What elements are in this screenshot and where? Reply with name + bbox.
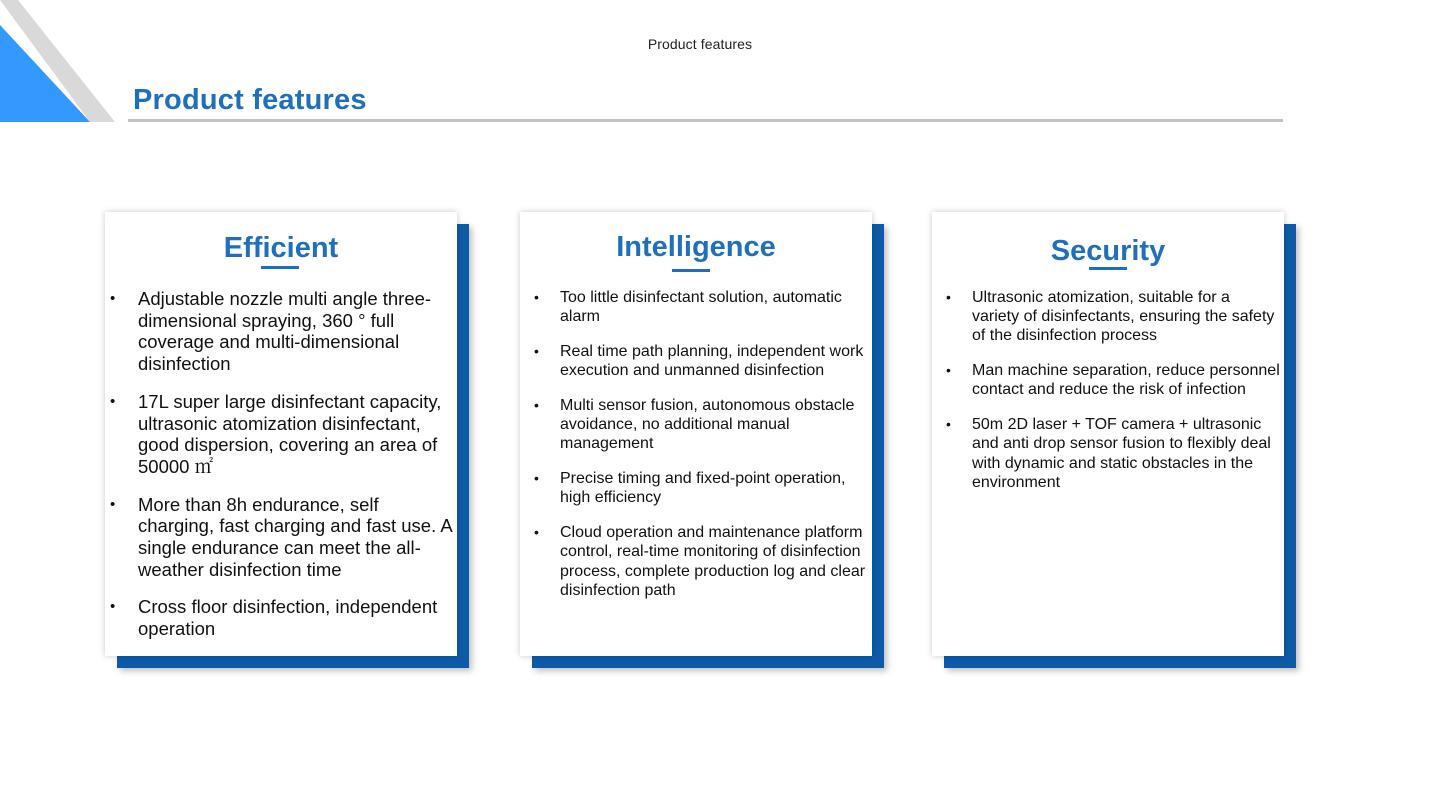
card-title: Efficient xyxy=(223,232,339,264)
feature-item: • Too little disinfectant solution, automatic alarm xyxy=(530,288,866,326)
feature-item: • More than 8h endurance, self charging, fast charging and fast use. A single endurance can meet the all-weather disinfection time xyxy=(107,494,459,581)
card-title: Intelligence xyxy=(616,231,776,263)
card-panel xyxy=(932,212,1284,656)
feature-list xyxy=(530,288,866,616)
header-label: Product features xyxy=(647,36,753,52)
feature-card-intelligence xyxy=(520,212,872,656)
feature-item: • 17L super large disinfectant capacity, ultrasonic atomization disinfectant, good dispersion, covering an area of 50000 ㎡ xyxy=(107,391,459,478)
feature-item: • Ultrasonic atomization, suitable for a variety of disinfectants, ensuring the safety of the disinfection process xyxy=(942,288,1280,346)
card-title: Security xyxy=(1050,235,1166,267)
feature-list xyxy=(107,288,459,656)
card-title-underline xyxy=(261,266,299,269)
card-panel xyxy=(520,212,872,656)
feature-item: • Cloud operation and maintenance platform control, real-time monitoring of disinfection process, complete production log and clear disinfection path xyxy=(530,523,866,600)
card-panel xyxy=(105,212,457,656)
feature-list xyxy=(942,288,1280,508)
page-title: Product features xyxy=(133,84,367,116)
feature-item: • Precise timing and fixed-point operation, high efficiency xyxy=(530,469,866,507)
feature-card-efficient xyxy=(105,212,457,656)
feature-item: • Multi sensor fusion, autonomous obstacle avoidance, no additional manual management xyxy=(530,396,866,454)
feature-item: • Adjustable nozzle multi angle three-dimensional spraying, 360 ° full coverage and multi-dimensional disinfection xyxy=(107,288,459,375)
card-title-underline xyxy=(1089,267,1127,270)
feature-item: • Man machine separation, reduce personnel contact and reduce the risk of infection xyxy=(942,361,1280,399)
feature-item: • Real time path planning, independent work execution and unmanned disinfection xyxy=(530,342,866,380)
feature-card-security xyxy=(932,212,1284,656)
title-divider xyxy=(128,119,1283,122)
corner-decoration xyxy=(0,0,120,125)
feature-item: • Cross floor disinfection, independent operation xyxy=(107,596,459,639)
feature-item: • 50m 2D laser + TOF camera + ultrasonic and anti drop sensor fusion to flexibly deal with dynamic and static obstacles in the environment xyxy=(942,415,1280,492)
card-title-underline xyxy=(672,269,710,272)
